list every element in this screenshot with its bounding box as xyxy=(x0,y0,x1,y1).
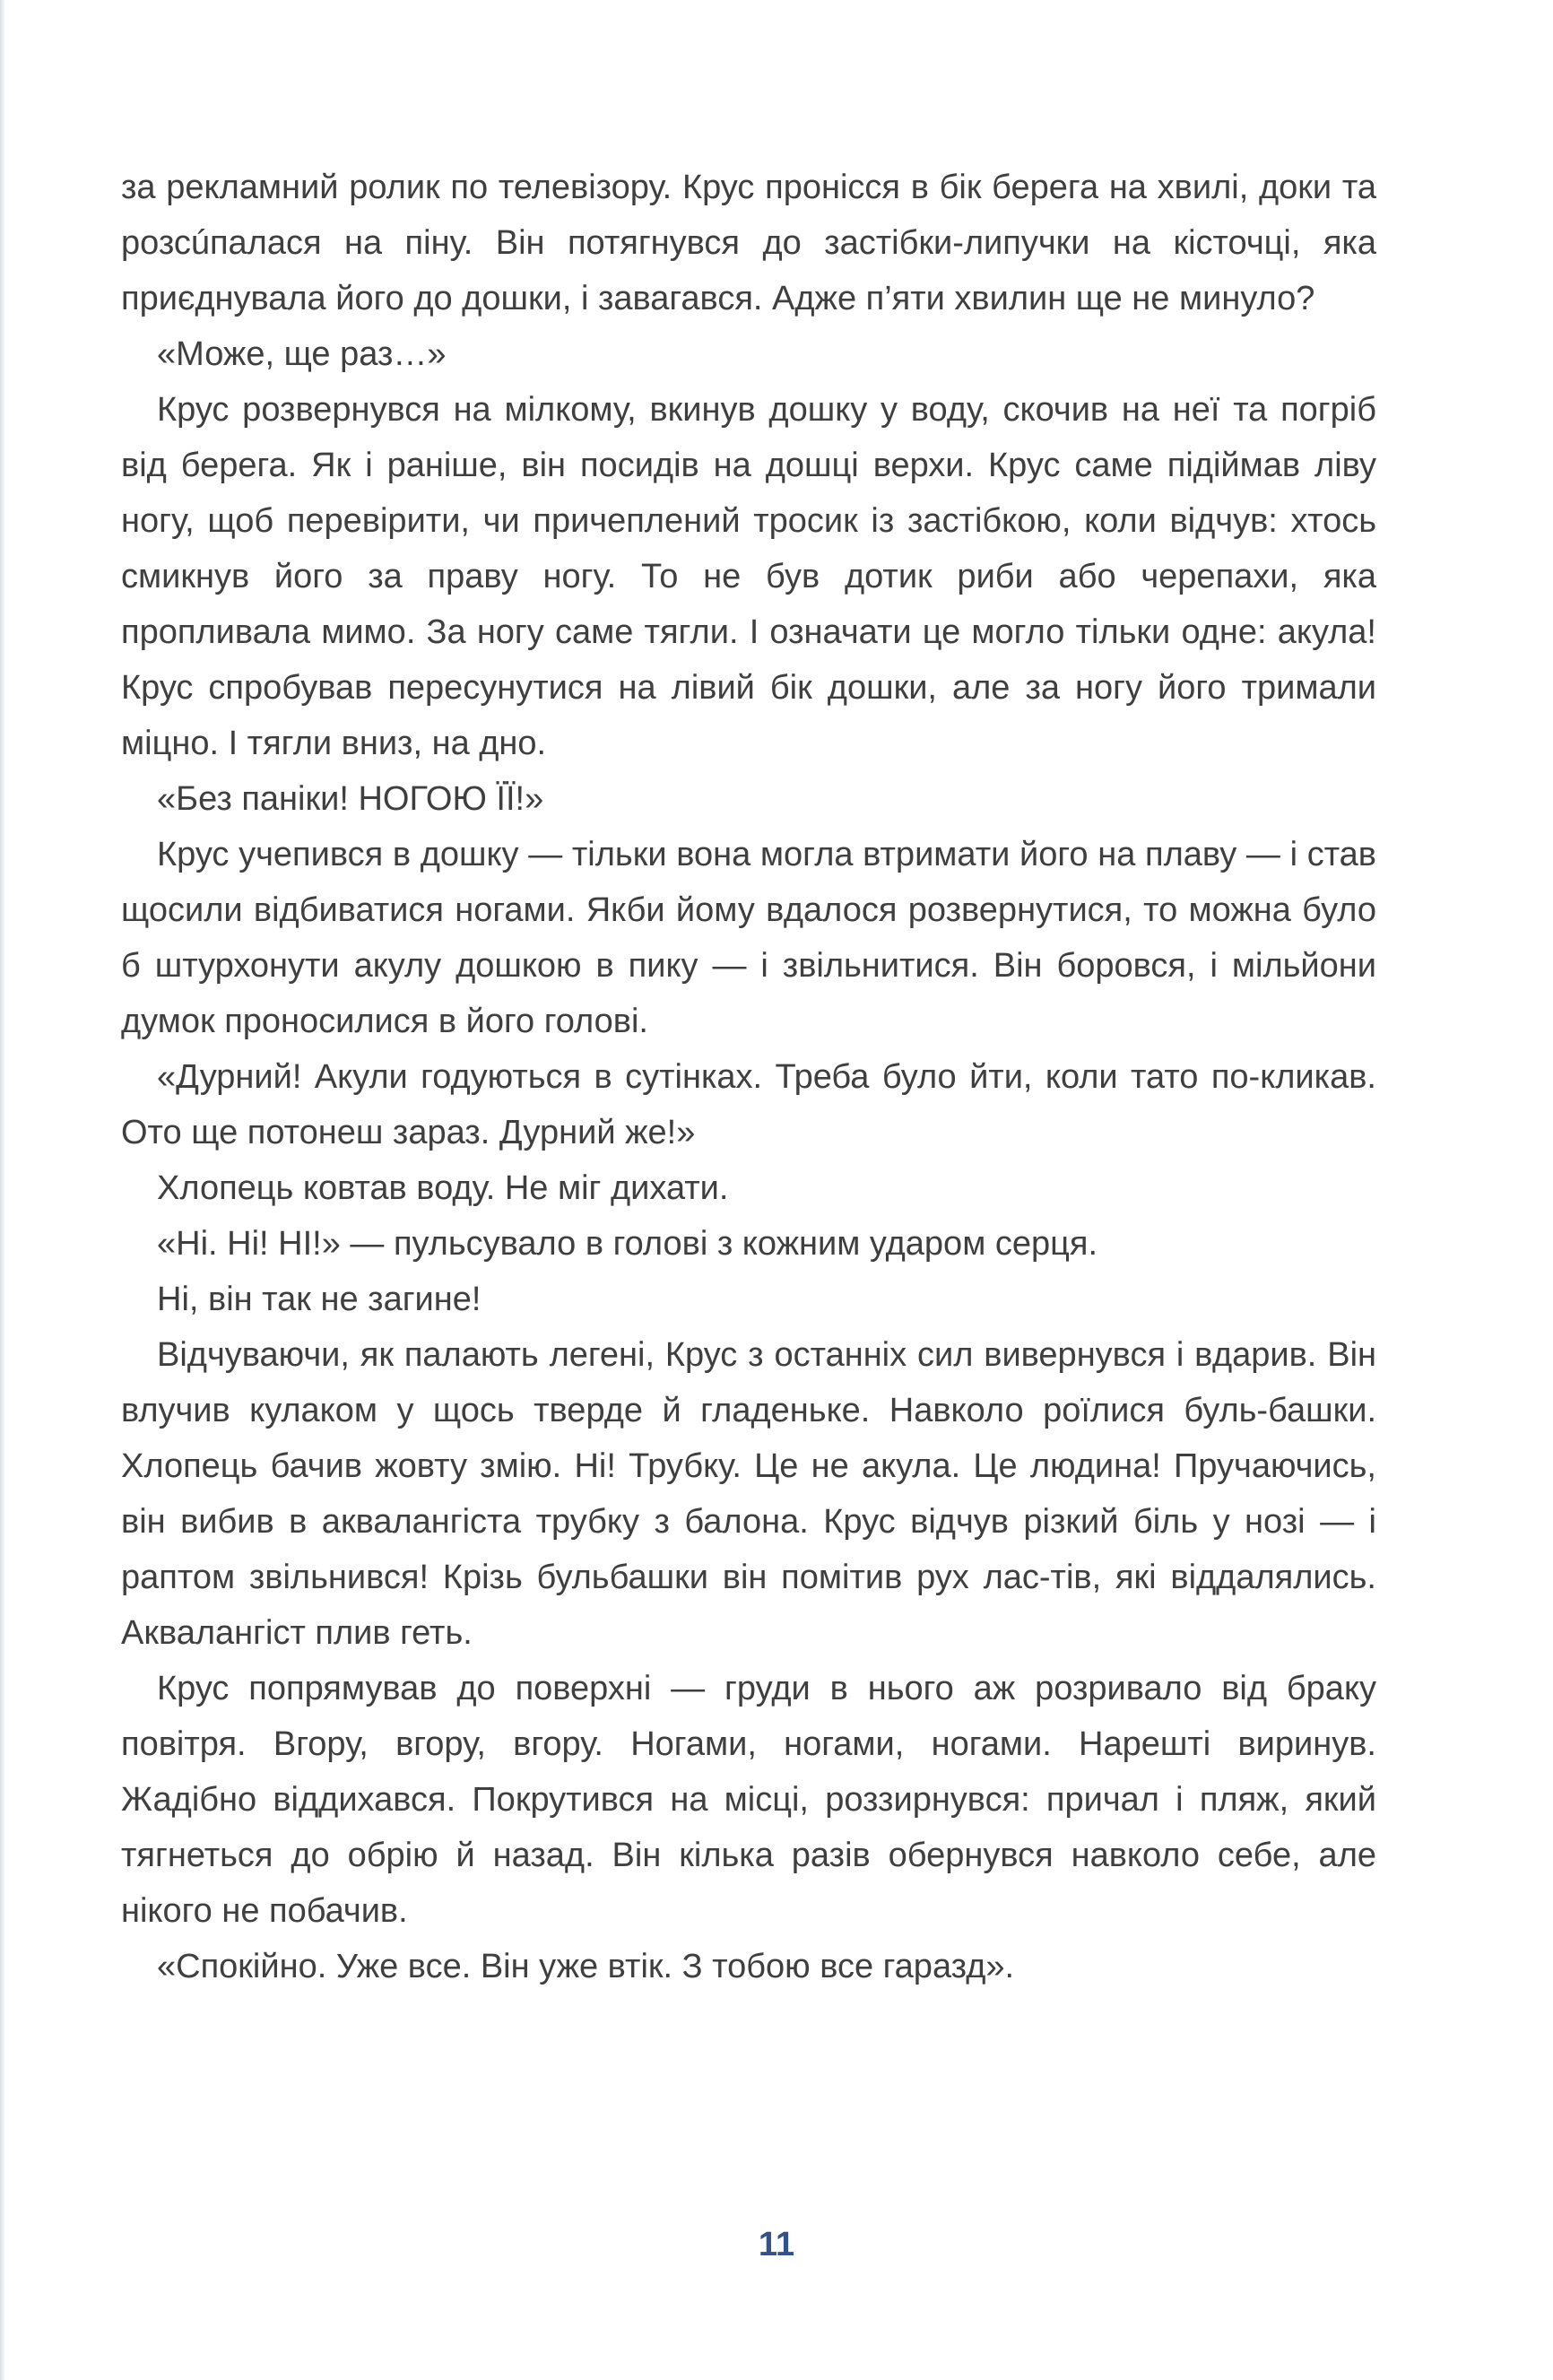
paragraph: Крус розвернувся на мілкому, вкинув дошку у воду, скочив на неї та погріб від берега. Як і раніше, він посидів на дошці верхи. Крус саме підіймав ліву ногу, щоб перевірити, чи причеплений тросик із застібкою, коли відчув: хтось смикнув його за праву ногу. То не був дотик риби або черепахи, яка пропливала мимо. За ногу саме тягли. І означати це могло тільки одне: акула! Крус спробував пересунутися на лівий бік дошки, але за ногу його тримали міцно. І тягли вниз, на дно. xyxy=(121,391,1376,762)
paragraph: Крус попрямував до поверхні — груди в нього аж розривало від браку повітря. Вгору, вгору, вгору. Ногами, ногами, ногами. Нарешті виринув. Жадібно віддихався. Покрутився на місці, роззирнувся: причал і пляж, який тягнеться до обрію й назад. Він кілька разів обернувся навколо себе, але нікого не побачив. xyxy=(121,1670,1376,1930)
body-text xyxy=(121,160,1376,1994)
paragraph: «Ні. Ні! НІ!» — пульсувало в голові з кожним ударом серця. xyxy=(157,1225,1098,1263)
paragraph: за рекламний ролик по телевізору. Крус проніcся в бік берега на хвилі, доки та розсúпалася на піну. Він потягнувся до застібки-липучки на кісточці, яка приєднувала його до дошки, і завагався. Адже п’яти хвилин ще не минуло? xyxy=(121,169,1376,317)
paragraph: «Може, ще раз…» xyxy=(157,335,447,373)
page-edge xyxy=(0,0,5,2380)
paragraph: Відчуваючи, як палають легені, Крус з останніх сил вивернувся і вдарив. Він влучив кулаком у щось тверде й гладеньке. Навколо роїлися буль-башки. Хлопець бачив жовту змію. Ні! Трубку. Це не акула. Це людина! Пручаючись, він вибив в аквалангіста трубку з балона. Крус відчув різкий біль у нозі — і раптом звільнився! Крізь бульбашки він помітив рух лас-тів, які віддалялись. Аквалангіст плив геть. xyxy=(121,1336,1376,1652)
paragraph: Хлопець ковтав воду. Не міг дихати. xyxy=(157,1169,729,1207)
paragraph: Крус учепився в дошку — тільки вона могла втримати його на плаву — і став щосили відбиватися ногами. Якби йому вдалося розвернутися, то можна було б штурхонути акулу дошкою в пику — і звільнитися. Він боровся, і мільйони думок проносилися в його голові. xyxy=(121,836,1376,1040)
paragraph: «Дурний! Акули годуються в сутінках. Треба було йти, коли тато по-кликав. Ото ще потонеш зараз. Дурний же!» xyxy=(121,1058,1376,1151)
paragraph: «Спокійно. Уже все. Він уже втік. З тобою все гаразд». xyxy=(157,1948,1015,1985)
page-number: 11 xyxy=(758,2226,795,2263)
paragraph: Ні, він так не загине! xyxy=(157,1281,482,1318)
paragraph: «Без паніки! НОГОЮ ЇЇ!» xyxy=(157,780,544,818)
